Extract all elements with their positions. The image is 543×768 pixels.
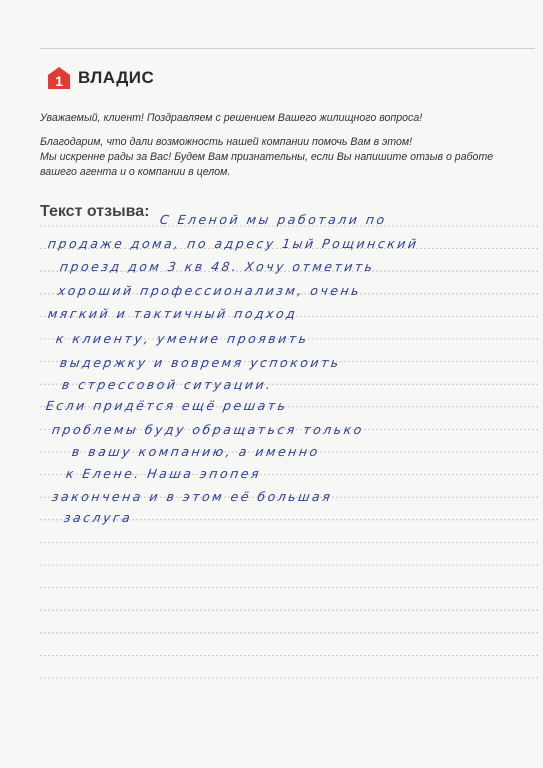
handwriting-line: хороший профессионализм, очень (56, 283, 363, 298)
thanks-line: Мы искренне рады за Вас! Будем Вам признательны, если Вы напишите отзыв о работе (40, 151, 494, 163)
brand-name: ВЛАДИС (78, 68, 155, 87)
handwriting-line: проезд дом 3 кв 48. Хочу отметить (58, 259, 376, 274)
handwriting-line: в стрессовой ситуации. (60, 377, 274, 392)
handwriting-line: в вашу компанию, а именно (70, 444, 321, 459)
handwriting-line: С Еленой мы работали по (158, 212, 388, 227)
greeting-text: Уважаемый, клиент! Поздравляем с решением Вашего жилищного вопроса! (40, 112, 423, 124)
review-label: Текст отзыва: (40, 203, 150, 220)
handwriting-line: продаже дома, по адресу 1ый Рощинский (46, 236, 420, 251)
handwriting-line: Если придётся ещё решать (44, 398, 289, 413)
thanks-line: Благодарим, что дали возможность нашей компании помочь Вам в этом! (40, 136, 413, 148)
handwriting-line: проблемы буду обращаться только (50, 422, 365, 437)
handwriting-line: закончена и в этом её большая (50, 489, 334, 504)
logo-glyph: 1 (55, 73, 63, 89)
handwriting-line: к клиенту, умение проявить (54, 331, 310, 346)
handwriting-line: мягкий и тактичный подход (46, 306, 299, 321)
handwriting-line: выдержку и вовремя успокоить (58, 355, 342, 370)
thanks-line: вашего агента и о компании в целом. (40, 166, 231, 178)
handwriting-line: заслуга (62, 510, 134, 525)
handwriting-line: к Елене. Наша эпопея (64, 466, 263, 481)
